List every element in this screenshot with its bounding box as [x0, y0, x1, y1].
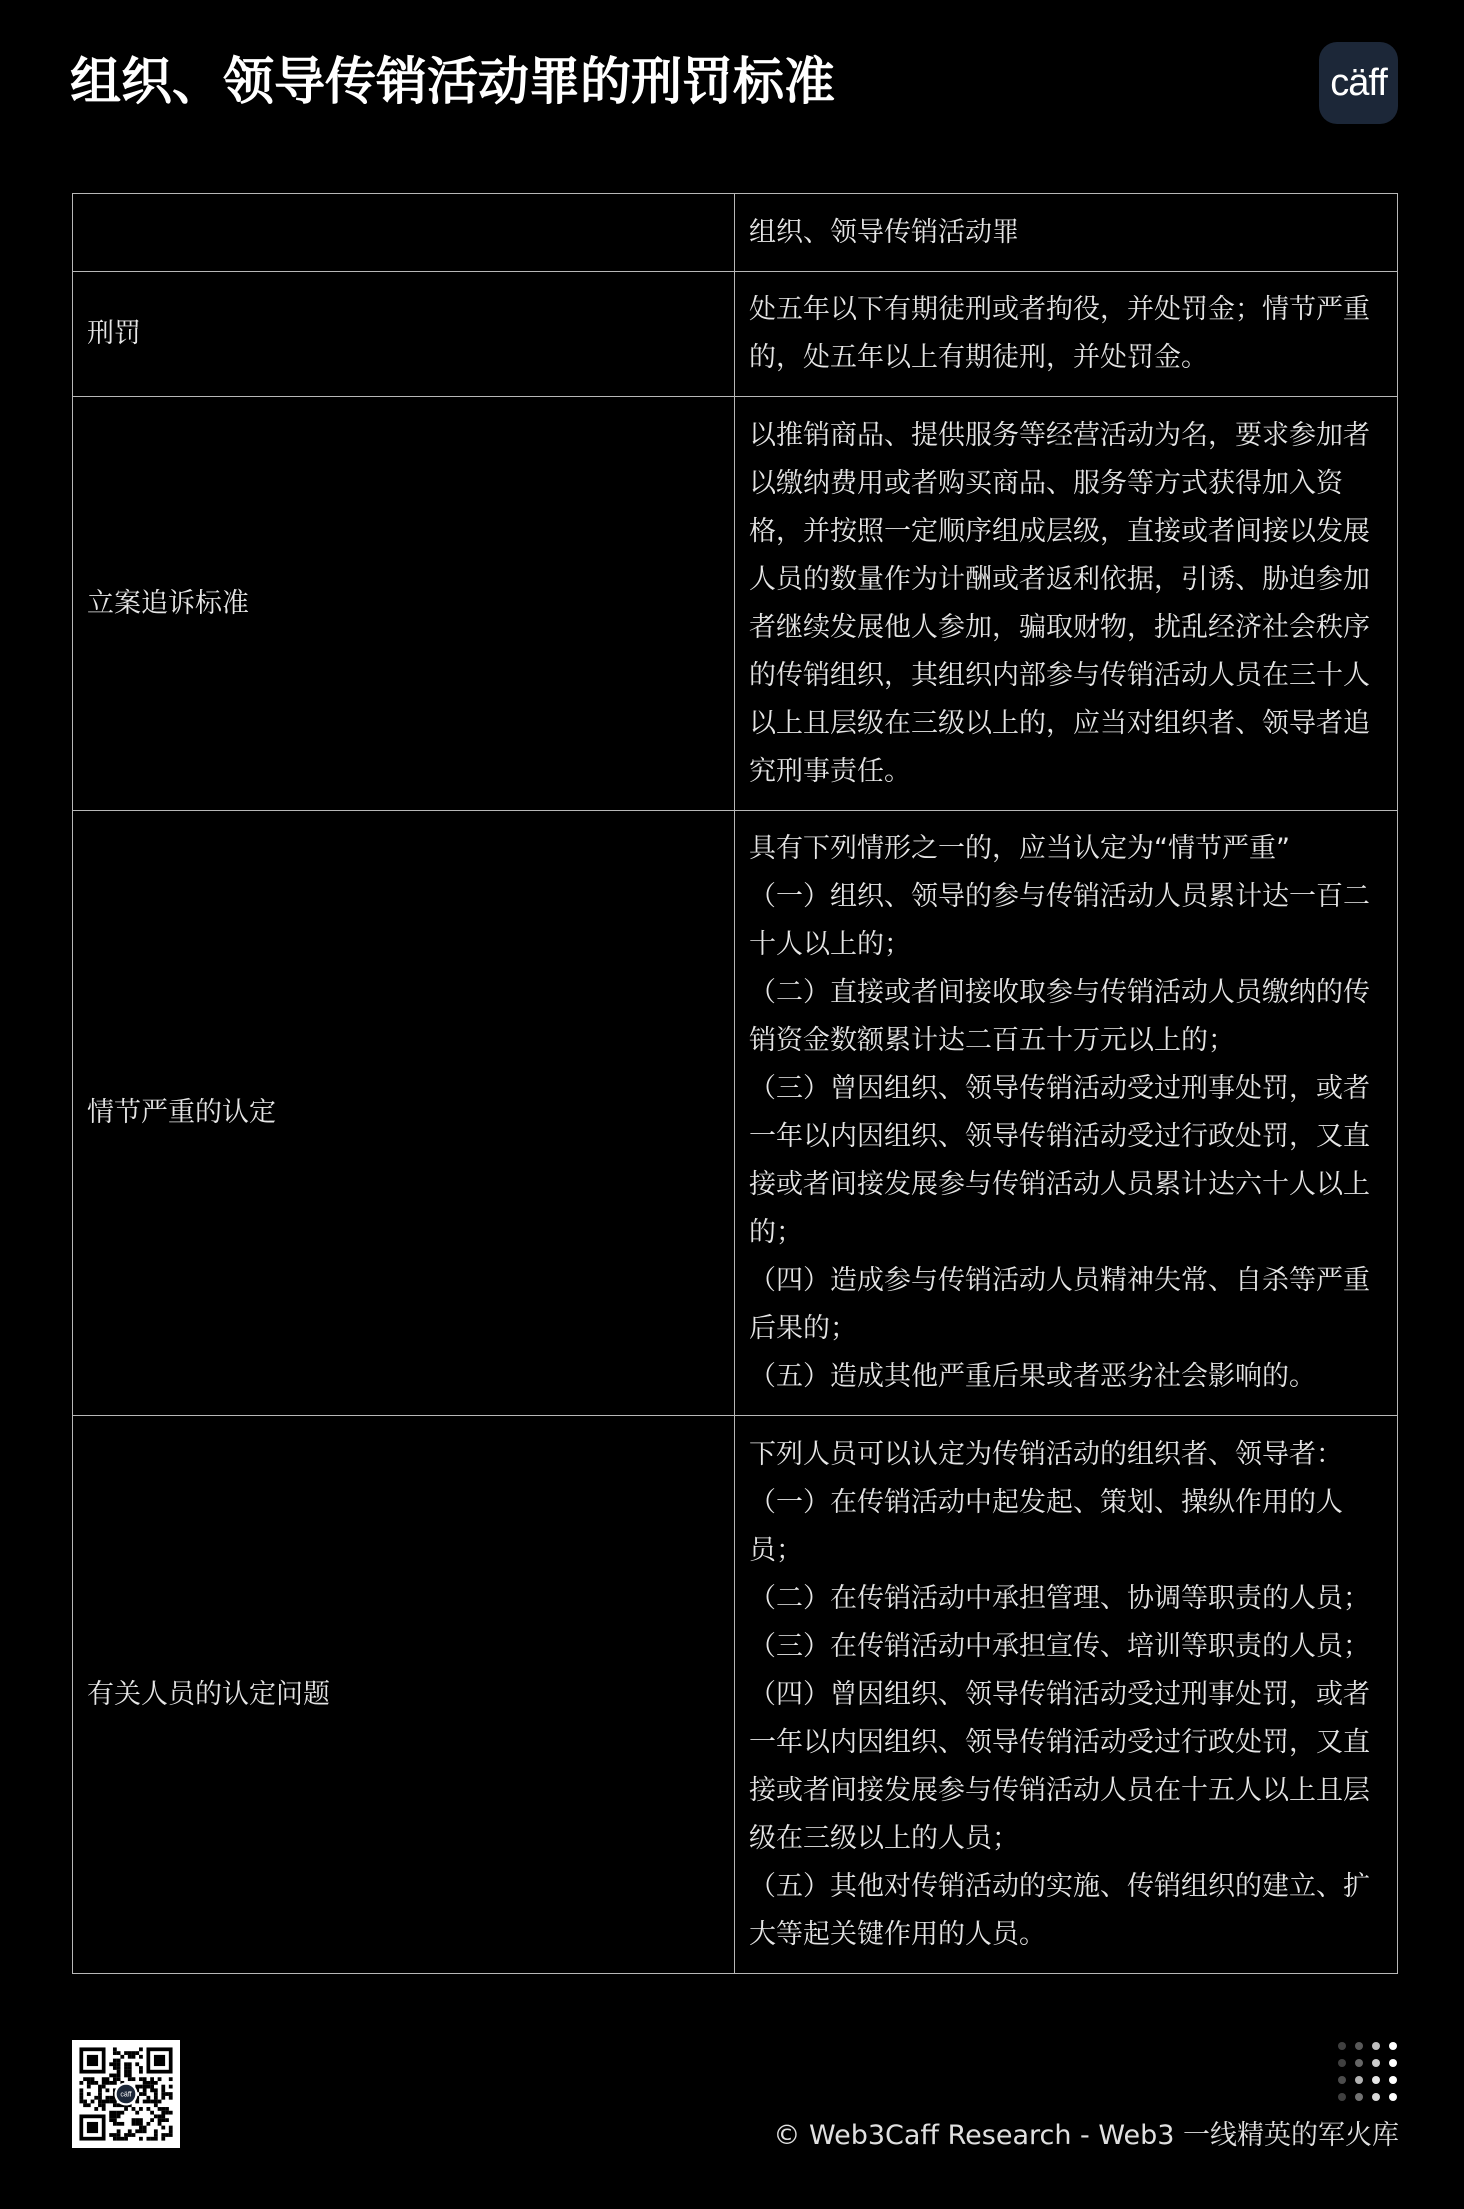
penalty-table: [72, 193, 1398, 1974]
row-paragraph: （一）在传销活动中起发起、策划、操纵作用的人员；: [749, 1486, 1343, 1566]
table-header-empty-cell: [73, 194, 735, 272]
grid-dot: [1372, 2059, 1380, 2067]
table-header-row: [73, 194, 1398, 272]
table-header-cell: [735, 194, 1398, 272]
grid-dot: [1338, 2076, 1346, 2084]
page-title: 组织、领导传销活动罪的刑罚标准: [70, 53, 836, 112]
qr-logo-text: cäff: [120, 2091, 132, 2099]
qr-code-icon[interactable]: [72, 2040, 180, 2148]
grid-dot: [1372, 2076, 1380, 2084]
grid-dot: [1389, 2042, 1397, 2050]
row-paragraph: 处五年以下有期徒刑或者拘役，并处罚金；情节严重的，处五年以上有期徒刑，并处罚金。: [749, 294, 1370, 373]
row-value: [735, 272, 1398, 397]
row-paragraph: （一）组织、领导的参与传销活动人员累计达一百二十人以上的；: [749, 881, 1370, 960]
row-paragraph: （五）其他对传销活动的实施、传销组织的建立、扩大等起关键作用的人员。: [749, 1870, 1370, 1950]
grid-dot: [1355, 2042, 1363, 2050]
row-label: 立案追诉标准: [73, 397, 735, 811]
footer-credit: © Web3Caff Research - Web3 一线精英的军火库: [773, 2120, 1399, 2151]
row-paragraph: （五）造成其他严重后果或者恶劣社会影响的。: [749, 1361, 1316, 1392]
column-header-text: 组织、领导传销活动罪: [749, 216, 1019, 248]
row-paragraph: （四）造成参与传销活动人员精神失常、自杀等严重后果的；: [749, 1265, 1370, 1344]
grid-dot: [1338, 2093, 1346, 2101]
table-row: [73, 397, 1398, 811]
grid-dot: [1355, 2093, 1363, 2101]
row-value: [735, 1416, 1398, 1974]
row-paragraph: 以推销商品、提供服务等经营活动为名，要求参加者以缴纳费用或者购买商品、服务等方式获得加入资格，并按照一定顺序组成层级，直接或者间接以发展人员的数量作为计酬或者返利依据，引诱、胁迫参加者继续发展他人参加，骗取财物，扰乱经济社会秩序的传销组织，其组织内部参与传销活动人员在三十人以上且层级在三级以上的，应当对组织者、领导者追究刑事责任。: [749, 419, 1370, 787]
table-row: [73, 1416, 1398, 1974]
grid-dot: [1372, 2042, 1380, 2050]
row-paragraph: （三）在传销活动中承担宣传、培训等职责的人员；: [749, 1630, 1370, 1662]
table-row: [73, 811, 1398, 1416]
table-row: [73, 272, 1398, 397]
grid-dot: [1338, 2059, 1346, 2067]
row-label: 刑罚: [73, 272, 735, 397]
row-paragraph: （二）在传销活动中承担管理、协调等职责的人员；: [749, 1582, 1370, 1614]
grid-dot: [1355, 2076, 1363, 2084]
grid-dot: [1338, 2042, 1346, 2050]
grid-dot: [1355, 2059, 1363, 2067]
row-value: [735, 811, 1398, 1416]
row-value: [735, 397, 1398, 811]
brand-logo: cäff: [1319, 42, 1398, 124]
row-label: 情节严重的认定: [73, 811, 735, 1416]
grid-dot: [1389, 2093, 1397, 2101]
row-paragraph: （四）曾因组织、领导传销活动受过刑事处罚，或者一年以内因组织、领导传销活动受过行政处罚，又直接或者间接发展参与传销活动人员在十五人以上且层级在三级以上的人员；: [749, 1678, 1370, 1854]
dots-grid-icon: [1336, 2040, 1400, 2104]
row-paragraph: 具有下列情形之一的，应当认定为“情节严重”: [749, 833, 1290, 864]
grid-dot: [1389, 2059, 1397, 2067]
row-paragraph: （三）曾因组织、领导传销活动受过刑事处罚，或者一年以内因组织、领导传销活动受过行政处罚，又直接或者间接发展参与传销活动人员累计达六十人以上的；: [749, 1073, 1370, 1248]
row-label: 有关人员的认定问题: [73, 1416, 735, 1974]
row-paragraph: （二）直接或者间接收取参与传销活动人员缴纳的传销资金数额累计达二百五十万元以上的；: [749, 977, 1370, 1056]
grid-dot: [1372, 2093, 1380, 2101]
grid-dot: [1389, 2076, 1397, 2084]
row-paragraph: 下列人员可以认定为传销活动的组织者、领导者：: [749, 1438, 1343, 1470]
